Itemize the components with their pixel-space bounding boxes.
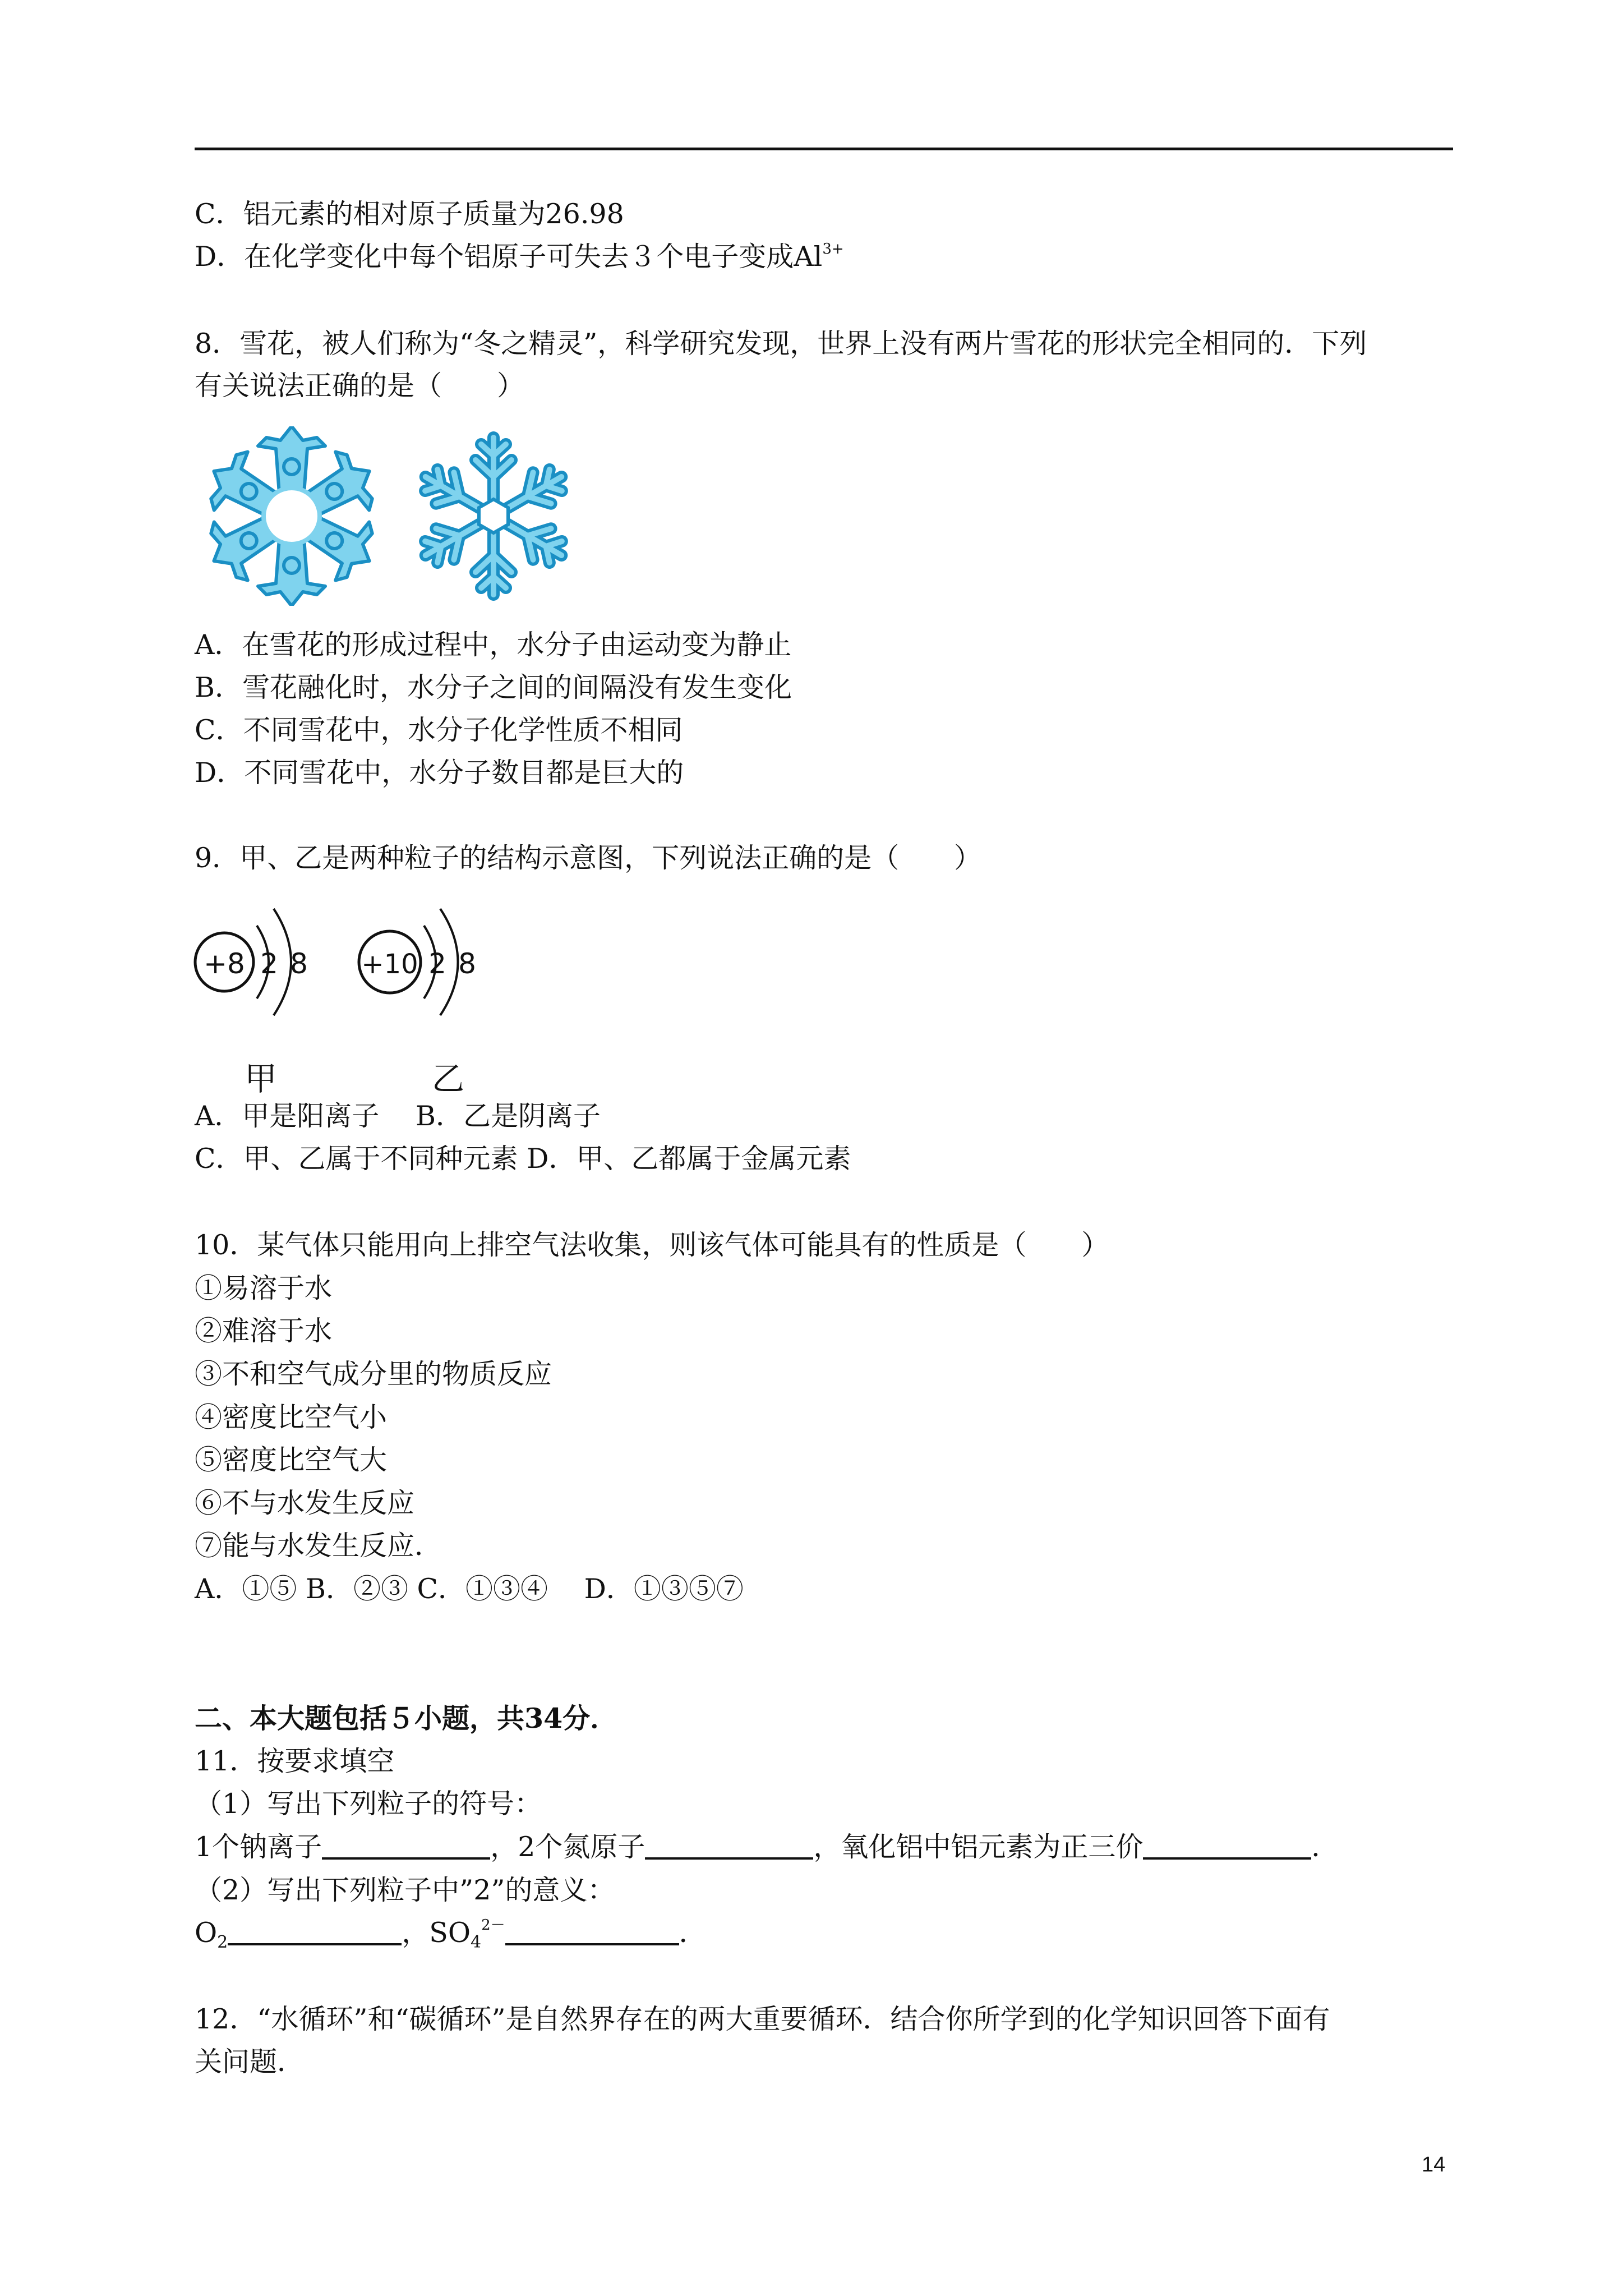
answer-blank-so4[interactable] xyxy=(505,1921,679,1945)
answer-blank-sodium-ion[interactable] xyxy=(322,1835,490,1860)
answer-blank-aluminum-valence[interactable] xyxy=(1143,1835,1311,1860)
snowflake-figure-1 xyxy=(191,426,393,606)
atom-label-yi: 乙 xyxy=(432,1060,465,1098)
q12-stem-line1: 12．“水循环”和“碳循环”是自然界存在的两大重要循环．结合你所学到的化学知识回答下面有 xyxy=(195,2003,1330,2035)
q8-stem-line1: 8．雪花，被人们称为“冬之精灵”，科学研究发现，世界上没有两片雪花的形状完全相同的．下列 xyxy=(195,328,1367,360)
q10-item-3: ③不和空气成分里的物质反应 xyxy=(195,1358,552,1390)
q11-part-2: （2）写出下列粒子中”2”的意义： xyxy=(195,1874,615,1906)
q12-stem-line2: 关问题． xyxy=(195,2046,305,2078)
q9-options-ab: A．甲是阳离子 B．乙是阴离子 xyxy=(195,1100,601,1132)
snowflake-figure-2 xyxy=(412,426,575,606)
q10-item-2: ②难溶于水 xyxy=(195,1315,333,1347)
q10-options: A．①⑤ B．②③ C．①③④ D．①③⑤⑦ xyxy=(195,1573,744,1605)
shell-1-count: 2 xyxy=(428,947,446,980)
q9-options-cd: C．甲、乙属于不同种元素 D．甲、乙都属于金属元素 xyxy=(195,1143,851,1175)
nucleus-charge: +8 xyxy=(204,947,245,980)
q7-option-d: D．在化学变化中每个铝原子可失去３个电子变成$Al^{3+}$ xyxy=(195,241,844,273)
shell-1-count: 2 xyxy=(260,947,278,980)
q11-part-1-blanks: 1个钠离子 ，2个氮原子 ，氧化铝中铝元素为正三价 ． xyxy=(195,1831,1339,1863)
q8-option-a: A．在雪花的形成过程中，水分子由运动变为静止 xyxy=(195,629,792,661)
atom-diagram-yi xyxy=(353,881,499,1038)
atom-label-jia: 甲 xyxy=(245,1060,278,1098)
q8-stem-line2: 有关说法正确的是（ ） xyxy=(195,370,525,402)
q8-option-d: D．不同雪花中，水分子数目都是巨大的 xyxy=(195,757,684,789)
q10-item-7: ⑦能与水发生反应． xyxy=(195,1530,442,1562)
q9-stem: 9．甲、乙是两种粒子的结构示意图，下列说法正确的是（ ） xyxy=(195,842,982,874)
header-rule xyxy=(195,148,1453,150)
shell-2-count: 8 xyxy=(290,947,308,980)
q8-option-c: C．不同雪花中，水分子化学性质不相同 xyxy=(195,714,683,746)
shell-2-count: 8 xyxy=(458,947,476,980)
q10-item-1: ①易溶于水 xyxy=(195,1272,333,1304)
q10-stem: 10．某气体只能用向上排空气法收集，则该气体可能具有的性质是（ ） xyxy=(195,1229,1109,1261)
q10-item-4: ④密度比空气小 xyxy=(195,1401,388,1433)
q11-part-1: （1）写出下列粒子的符号： xyxy=(195,1788,542,1820)
section-2-heading: 二、本大题包括５小题，共34分． xyxy=(195,1702,618,1734)
q10-item-6: ⑥不与水发生反应 xyxy=(195,1487,415,1519)
q11-stem: 11．按要求填空 xyxy=(195,1745,395,1777)
page-number: 14 xyxy=(1422,2153,1446,2177)
atom-diagram-jia xyxy=(191,881,336,1038)
q7-option-c: C．铝元素的相对原子质量为26.98 xyxy=(195,198,624,230)
answer-blank-o2[interactable] xyxy=(228,1921,402,1945)
answer-blank-nitrogen-atoms[interactable] xyxy=(645,1835,813,1860)
nucleus-charge: +10 xyxy=(361,949,418,980)
q11-part-2-blanks: $O_2$ ，$SO_4^{2-}$ ． xyxy=(195,1917,707,1952)
q8-option-b: B．雪花融化时，水分子之间的间隔没有发生变化 xyxy=(195,671,792,703)
q10-item-5: ⑤密度比空气大 xyxy=(195,1444,388,1476)
